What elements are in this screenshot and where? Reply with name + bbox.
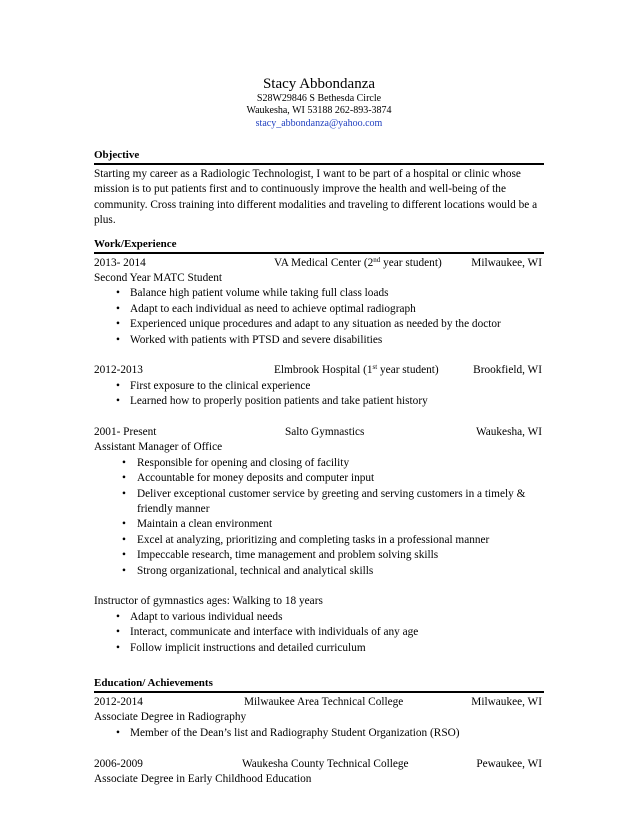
- job-header-row: [94, 425, 544, 440]
- street-address: S28W29846 S Bethesda Circle: [256, 93, 382, 104]
- job-employer: VA Medical Center (2nd year student): [274, 255, 442, 269]
- job-role: Second Year MATC Student: [94, 272, 223, 285]
- list-item: • First exposure to the clinical experience: [94, 379, 544, 394]
- job-dates: 2001- Present: [94, 426, 157, 439]
- job-header-row: [94, 363, 544, 378]
- list-item: • Deliver exceptional customer service by greeting and serving customers in a timely & friendly manner: [94, 487, 544, 518]
- school-header-row: [94, 695, 544, 710]
- school-dates: 2012-2014: [94, 696, 143, 709]
- job-location: Waukesha, WI: [475, 426, 542, 439]
- school-location: Milwaukee, WI: [471, 696, 542, 709]
- list-item: • Learned how to properly position patients and take patient history: [94, 394, 544, 409]
- school-name: Waukesha County Technical College: [242, 757, 409, 770]
- work-section: [94, 238, 544, 656]
- school-header-row: [94, 757, 544, 772]
- email-link[interactable]: stacy_abbondanza@yahoo.com: [255, 118, 383, 129]
- list-item: • Member of the Dean’s list and Radiography Student Organization (RSO): [94, 726, 544, 741]
- job-dates: 2013- 2014: [94, 256, 146, 269]
- education-section: [94, 677, 544, 787]
- city-phone: Waukesha, WI 53188 262-893-3874: [246, 105, 392, 116]
- list-item: • Impeccable research, time management and problem solving skills: [94, 548, 544, 563]
- resume-header: [0, 75, 638, 130]
- school-degree: Associate Degree in Early Childhood Education: [94, 773, 312, 786]
- objective-section: [94, 149, 544, 229]
- list-item: • Adapt to various individual needs: [94, 610, 544, 625]
- education-title: Education/ Achievements: [94, 677, 544, 693]
- job-employer: Elmbrook Hospital (1st year student): [274, 363, 439, 377]
- job-bullets: [94, 379, 544, 410]
- job-sub-bullets: [94, 610, 544, 656]
- list-item: • Responsible for opening and closing of facility: [94, 456, 544, 471]
- list-item: • Experienced unique procedures and adapt to any situation as needed by the doctor: [94, 317, 544, 332]
- job-bullets: [94, 286, 544, 348]
- job-sub-role: Instructor of gymnastics ages: Walking to 18 years: [94, 595, 323, 608]
- list-item: • Balance high patient volume while taking full class loads: [94, 286, 544, 301]
- objective-title: Objective: [94, 149, 544, 165]
- list-item: • Follow implicit instructions and detailed curriculum: [94, 641, 544, 656]
- school-bullets: [94, 726, 544, 741]
- list-item: • Worked with patients with PTSD and severe disabilities: [94, 333, 544, 348]
- school-name: Milwaukee Area Technical College: [244, 696, 404, 709]
- list-item: • Accountable for money deposits and computer input: [94, 471, 544, 486]
- job-header-row: [94, 256, 544, 271]
- list-item: • Maintain a clean environment: [94, 517, 544, 532]
- school-dates: 2006-2009: [94, 757, 143, 770]
- list-item: • Adapt to each individual as need to achieve optimal radiograph: [94, 302, 544, 317]
- objective-text: Starting my career as a Radiologic Technologist, I want to be part of a hospital or clinic whose mission is to put patients first and to continuously improve the health and well-being of the community. Cross training into different modalities and traveling to different locations would be a plus.: [94, 168, 538, 227]
- job-dates: 2012-2013: [94, 364, 143, 377]
- candidate-name: Stacy Abbondanza: [262, 76, 376, 92]
- list-item: • Excel at analyzing, prioritizing and completing tasks in a professional manner: [94, 533, 544, 548]
- list-item: • Interact, communicate and interface with individuals of any age: [94, 625, 544, 640]
- list-item: • Strong organizational, technical and analytical skills: [94, 564, 544, 579]
- work-title: Work/Experience: [94, 238, 544, 254]
- job-location: Milwaukee, WI: [471, 256, 542, 269]
- job-location: Brookfield, WI: [473, 364, 542, 377]
- job-bullets: [94, 456, 544, 579]
- job-role: Assistant Manager of Office: [94, 441, 223, 454]
- school-location: Pewaukee, WI: [476, 757, 542, 770]
- job-employer: Salto Gymnastics: [285, 426, 365, 439]
- resume-body: [94, 149, 544, 787]
- school-degree: Associate Degree in Radiography: [94, 711, 247, 724]
